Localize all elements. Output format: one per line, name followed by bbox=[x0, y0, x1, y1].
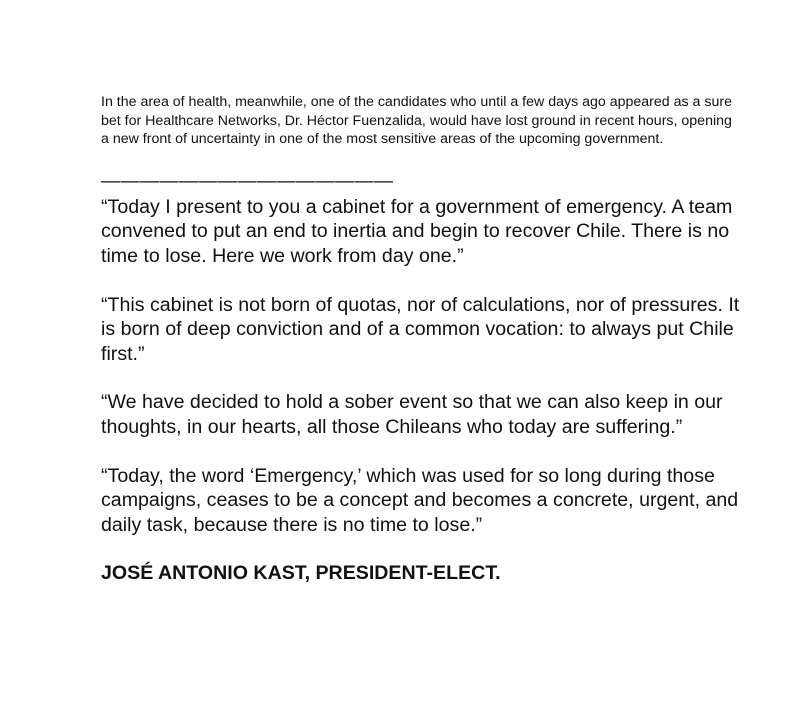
section-divider: ——————————————— bbox=[101, 170, 394, 192]
signature: JOSÉ ANTONIO KAST, PRESIDENT-ELECT. bbox=[101, 562, 501, 585]
document-body bbox=[101, 93, 741, 585]
quote-paragraph: “Today, the word ‘Emergency,’ which was used for so long during those campaigns, ceases to be a concept and becomes a concrete, urgent, and daily task, because there is no time to lose.” bbox=[101, 464, 739, 536]
quote-paragraph: “This cabinet is not born of quotas, nor of calculations, nor of pressures. It is born of deep conviction and of a common vocation: to always put Chile first.” bbox=[101, 293, 740, 365]
intro-paragraph: In the area of health, meanwhile, one of the candidates who until a few days ago appeared as a sure bet for Healthcare Networks, Dr. Héctor Fuenzalida, would have lost ground in recent hours, opening a new front of uncertainty in one of the most sensitive areas of the upcoming government. bbox=[101, 94, 732, 148]
quote-paragraph: “We have decided to hold a sober event so that we can also keep in our thoughts, in our hearts, all those Chileans who today are suffering.” bbox=[101, 391, 723, 438]
quote-paragraph: “Today I present to you a cabinet for a government of emergency. A team convened to put an end to inertia and begin to recover Chile. There is no time to lose. Here we work from day one.” bbox=[101, 195, 733, 267]
